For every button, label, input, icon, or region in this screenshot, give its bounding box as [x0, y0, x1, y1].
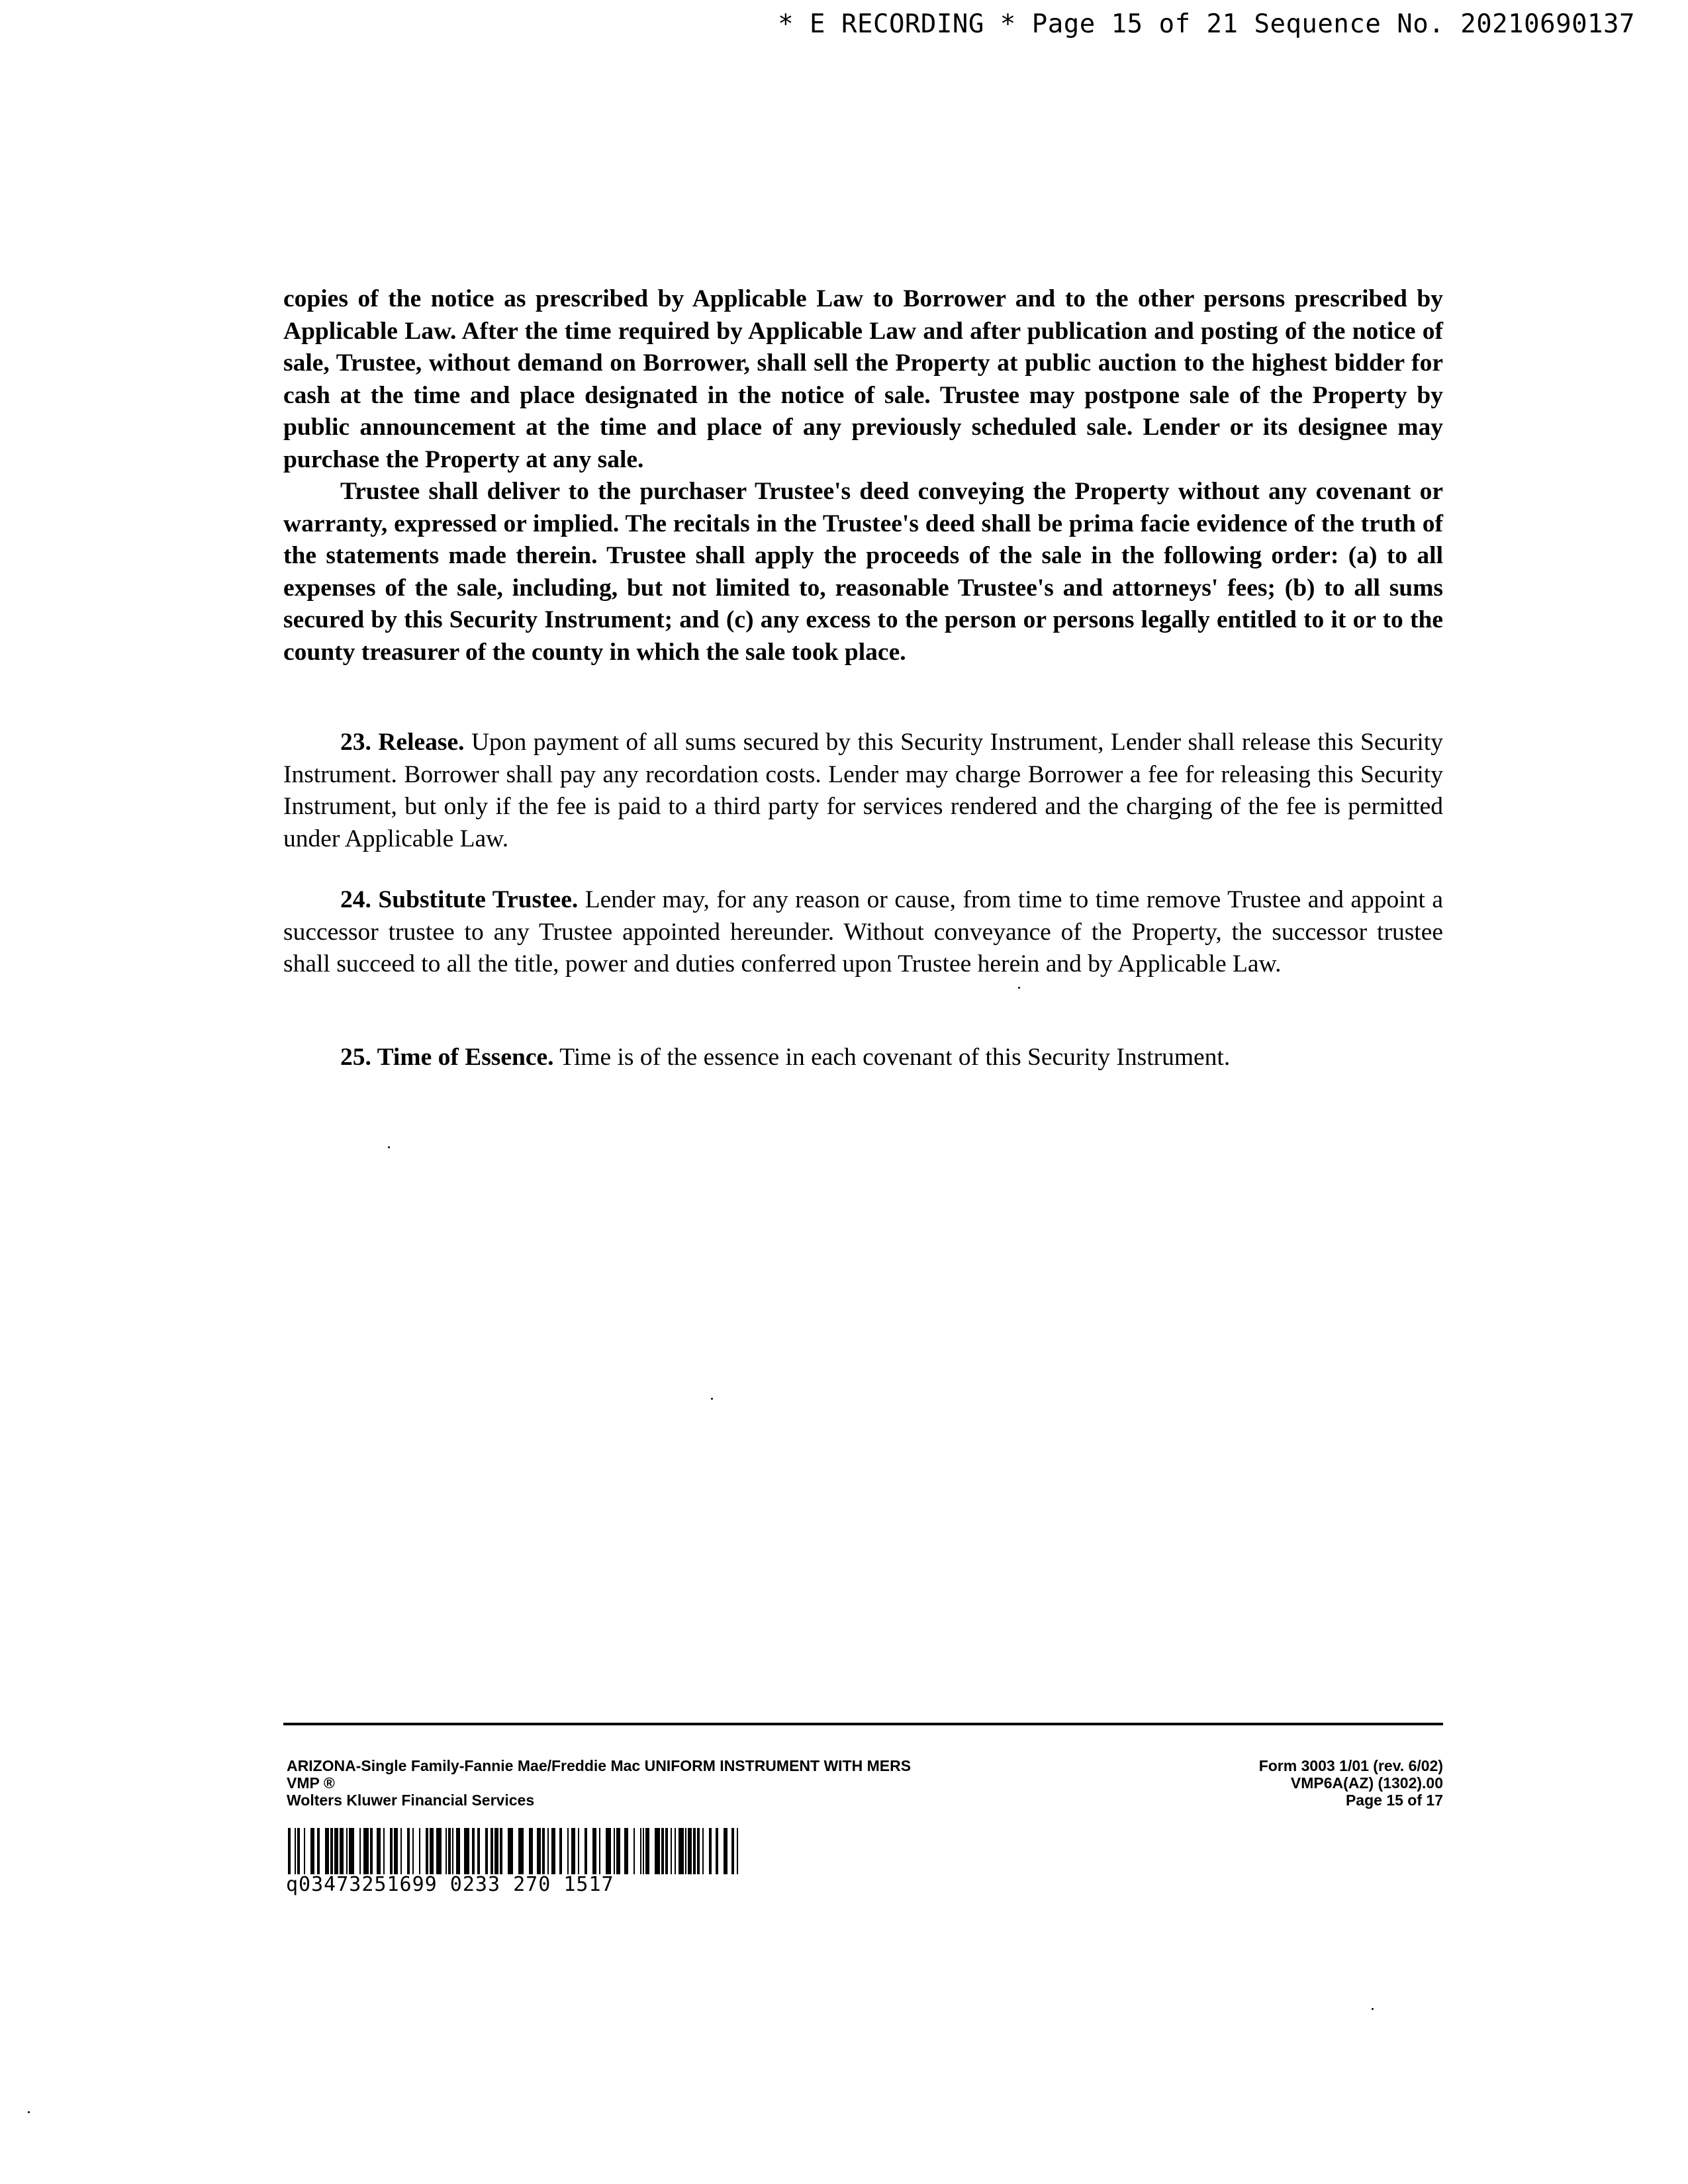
- barcode-bar: [665, 1828, 668, 1874]
- barcode-bar: [295, 1828, 296, 1874]
- barcode-bar: [614, 1828, 615, 1874]
- barcode-bar: [508, 1828, 513, 1874]
- barcode-bar: [377, 1828, 381, 1874]
- barcode-bar: [679, 1828, 684, 1874]
- form-title: ARIZONA-Single Family-Fannie Mae/Freddie Mac UNIFORM INSTRUMENT WITH MERS: [287, 1757, 912, 1774]
- barcode-bar: [709, 1828, 712, 1874]
- barcode-bar: [571, 1828, 575, 1874]
- barcode-bar: [317, 1828, 320, 1874]
- form-number: Form 3003 1/01 (rev. 6/02): [1258, 1757, 1443, 1774]
- barcode-bar: [529, 1828, 533, 1874]
- section-title: 24. Substitute Trustee.: [340, 886, 579, 913]
- recording-header: * E RECORDING * Page 15 of 21 Sequence No. 20210690137: [778, 9, 1635, 39]
- section-time-of-essence: [283, 1042, 1443, 1074]
- section-release: [283, 727, 1443, 855]
- barcode-bar: [383, 1828, 385, 1874]
- section-text: Time is of the essence in each covenant of this Security Instrument.: [559, 1044, 1231, 1071]
- barcode-bar: [334, 1828, 338, 1874]
- barcode-bar: [616, 1828, 620, 1874]
- barcode-bar: [567, 1828, 569, 1874]
- barcode-bar: [330, 1828, 333, 1874]
- scan-speck: [1372, 2008, 1374, 2010]
- trustee-deed-paragraph: Trustee shall deliver to the purchaser Trustee's deed conveying the Property without any covenant or warranty, expressed or implied. The recitals in the Trustee's deed shall be prima facie evidence of the truth of the statements made therein. Trustee shall apply the proceeds of the sale in the following order: (a) to all expenses of the sale, including, but not limited to, reasonable Trustee's and attorneys' fees; (b) to all sums secured by this Security Instrument; and (c) any excess to the person or persons legally entitled to it or to the county treasurer of the county in which the sale took place.: [283, 478, 1443, 666]
- sale-procedure-text: [283, 283, 1443, 668]
- barcode-bar: [491, 1828, 493, 1874]
- barcode-bar: [685, 1828, 686, 1874]
- vmp-code: VMP6A(AZ) (1302).00: [1290, 1774, 1443, 1792]
- form-number-block: [1259, 1757, 1443, 1809]
- barcode-bar: [448, 1828, 451, 1874]
- footer-divider: [283, 1723, 1443, 1725]
- barcode-bar: [445, 1828, 447, 1874]
- barcode-bar: [697, 1828, 700, 1874]
- scan-speck: [711, 1398, 713, 1400]
- barcode-bar: [737, 1828, 738, 1874]
- barcode-bar: [640, 1828, 641, 1874]
- barcode-bar: [485, 1828, 488, 1874]
- barcode-bar: [655, 1828, 660, 1874]
- barcode-bar: [592, 1828, 596, 1874]
- barcode-bar: [675, 1828, 676, 1874]
- barcode-bar: [661, 1828, 664, 1874]
- barcode-bar: [477, 1828, 480, 1874]
- section-text: Lender may, for any reason or cause, from time to time remove Trustee and appoint a successor trustee to any Trustee appointed hereunder. Without conveyance of the Property, the successor trustee shall succeed to all the title, power and duties conferred upon Trustee herein and by Applicable Law.: [283, 886, 1444, 978]
- barcode-bar: [494, 1828, 498, 1874]
- barcode-bar: [731, 1828, 734, 1874]
- barcode-bar: [578, 1828, 579, 1874]
- barcode-bar: [340, 1828, 344, 1874]
- barcode-bar: [688, 1828, 692, 1874]
- section-title: 23. Release.: [340, 729, 465, 756]
- barcode-bar: [419, 1828, 420, 1874]
- barcode-bar: [518, 1828, 524, 1874]
- barcode-bar: [400, 1828, 402, 1874]
- barcode-bar: [643, 1828, 644, 1874]
- barcode-bar: [394, 1828, 398, 1874]
- barcode-bar: [645, 1828, 649, 1874]
- barcode-bar: [500, 1828, 502, 1874]
- publisher-name: Wolters Kluwer Financial Services: [287, 1792, 535, 1809]
- barcode-bar: [370, 1828, 373, 1874]
- section-text: Upon payment of all sums secured by this Security Instrument, Lender shall release this Security Instrument. Borrower shall pay any recordation costs. Lender may charge Borrower a fee for releasing this Security Instrument, but only if the fee is paid to a third party for services rendered and the charging of the fee is permitted under Applicable Law.: [283, 729, 1444, 852]
- barcode-bar: [297, 1828, 300, 1874]
- form-identification: [287, 1757, 911, 1809]
- barcode-bar: [452, 1828, 453, 1874]
- barcode-bar: [430, 1828, 434, 1874]
- barcode-bar: [426, 1828, 428, 1874]
- barcode-bar: [671, 1828, 672, 1874]
- section-substitute-trustee: [283, 884, 1443, 981]
- barcode-bar: [716, 1828, 718, 1874]
- barcode-bar: [464, 1828, 469, 1874]
- barcode-bar: [537, 1828, 541, 1874]
- barcode-bar: [702, 1828, 704, 1874]
- barcode-bar: [551, 1828, 555, 1874]
- barcode-bar: [346, 1828, 348, 1874]
- barcode-bar: [599, 1828, 600, 1874]
- barcode-bar: [559, 1828, 562, 1874]
- barcode-bar: [633, 1828, 635, 1874]
- barcode-bar: [606, 1828, 611, 1874]
- barcode-icon: [288, 1828, 743, 1874]
- barcode-bar: [325, 1828, 329, 1874]
- barcode-bar: [542, 1828, 545, 1874]
- form-page-number: Page 15 of 17: [1345, 1792, 1443, 1809]
- scan-speck: [1018, 987, 1020, 989]
- barcode-bar: [304, 1828, 305, 1874]
- barcode-bar: [310, 1828, 314, 1874]
- barcode-bar: [585, 1828, 587, 1874]
- notice-of-sale-paragraph: copies of the notice as prescribed by Applicable Law to Borrower and to the other persons prescribed by Applicable Law. After the time required by Applicable Law and after publication and posting of the notice of sale, Trustee, without demand on Borrower, shall sell the Property at public auction to the highest bidder for cash at the time and place designated in the notice of sale. Trustee may postpone sale of the Property by public announcement at the time and place of any previously scheduled sale. Lender or its designee may purchase the Property at any sale.: [283, 285, 1443, 473]
- barcode-number: q03473251699 0233 270 1517: [286, 1873, 614, 1896]
- barcode-bar: [349, 1828, 354, 1874]
- barcode-bar: [724, 1828, 727, 1874]
- section-title: 25. Time of Essence.: [340, 1044, 554, 1071]
- barcode-bar: [288, 1828, 291, 1874]
- barcode-bar: [456, 1828, 460, 1874]
- barcode-bar: [436, 1828, 442, 1874]
- scan-speck: [388, 1146, 390, 1148]
- scan-speck: [28, 2111, 30, 2113]
- barcode-bar: [412, 1828, 414, 1874]
- barcode-bar: [363, 1828, 369, 1874]
- barcode-bar: [359, 1828, 361, 1874]
- barcode-bar: [472, 1828, 475, 1874]
- barcode-bar: [407, 1828, 410, 1874]
- barcode-bar: [547, 1828, 549, 1874]
- barcode-bar: [624, 1828, 628, 1874]
- vmp-mark: VMP ®: [287, 1774, 335, 1792]
- barcode-bar: [390, 1828, 393, 1874]
- barcode-bar: [693, 1828, 696, 1874]
